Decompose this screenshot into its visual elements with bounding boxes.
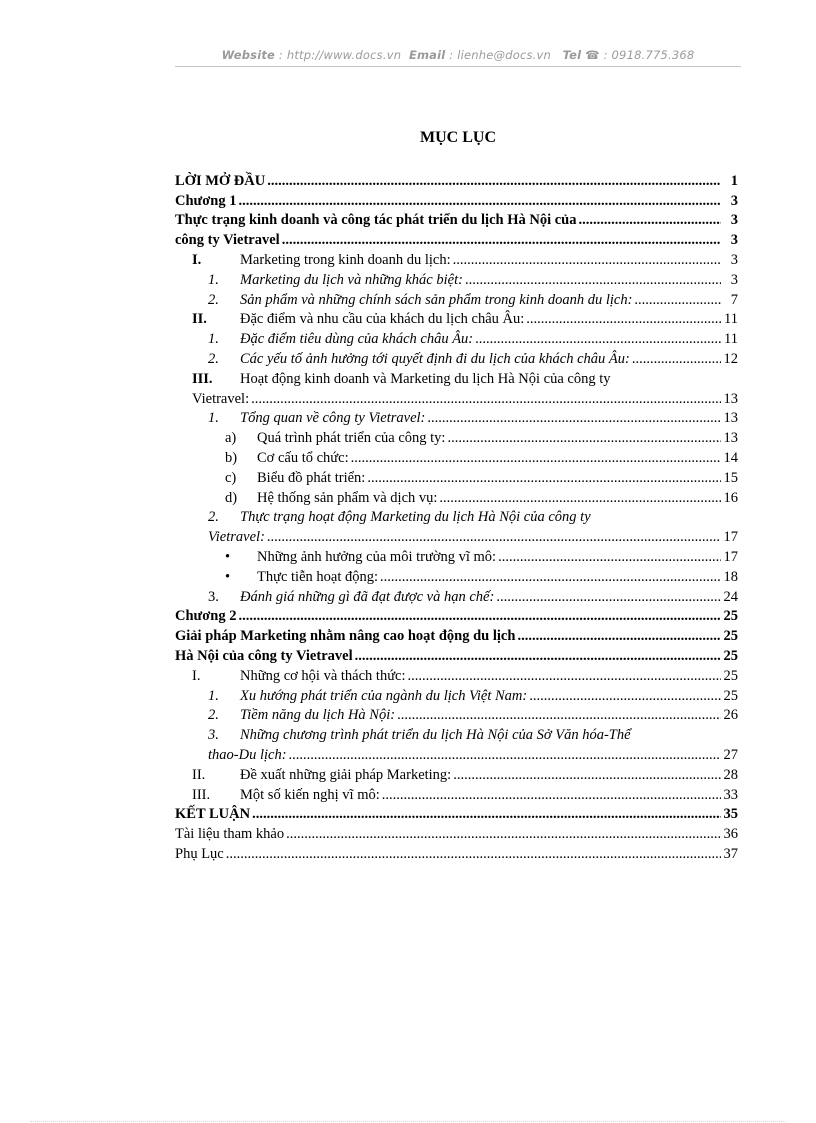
toc-leader-dots [267, 529, 721, 546]
toc-entry-number: III. [192, 786, 211, 803]
toc-entry-number: 2. [208, 509, 219, 526]
toc-page-number[interactable]: 3 [730, 212, 738, 229]
toc-leader-dots [251, 391, 720, 408]
toc-entry-title[interactable]: Thực trạng hoạt động Marketing du lịch Hà Nội của công ty [240, 509, 591, 526]
toc-entry-title[interactable]: Marketing du lịch và những khác biệt: [240, 271, 463, 288]
toc-entry[interactable] [175, 190, 738, 210]
toc-entry-title[interactable]: Những cơ hội và thách thức: [240, 667, 406, 684]
toc-leader-dots [453, 767, 720, 784]
tel-separator: : [599, 48, 612, 62]
toc-entry-title-cont[interactable]: Vietravel: [208, 529, 265, 546]
toc-page-number[interactable]: 13 [723, 410, 738, 427]
toc-page-number[interactable]: 18 [723, 568, 738, 585]
toc-entry-number: II. [192, 311, 207, 328]
toc-leader-dots [634, 292, 721, 309]
email-address[interactable]: lienhe@docs.vn [457, 48, 552, 62]
toc-page-number[interactable]: 3 [730, 271, 738, 288]
toc-entry-line [175, 507, 738, 527]
toc-entry-number: III. [192, 370, 213, 387]
toc-entry-title[interactable]: Biểu đồ phát triển: [257, 469, 366, 486]
toc-page-number[interactable]: 17 [723, 548, 738, 565]
toc-entry[interactable] [175, 625, 738, 645]
toc-leader-dots [282, 232, 721, 249]
toc-leader-dots [286, 826, 720, 843]
toc-entry-title[interactable]: Những ảnh hưởng của môi trường vĩ mô: [257, 548, 497, 565]
toc-entry[interactable] [175, 348, 738, 368]
toc-entry[interactable] [175, 328, 738, 348]
toc-page-number[interactable]: 25 [723, 628, 738, 645]
toc-leader-dots [427, 410, 720, 427]
toc-entry-title[interactable]: Sản phẩm và những chính sách sản phẩm trong kinh doanh du lịch: [240, 291, 633, 308]
toc-entry-line [175, 368, 738, 388]
toc-page-number[interactable]: 28 [723, 766, 738, 783]
toc-leader-dots [351, 450, 721, 467]
toc-entry-title[interactable]: Đặc điểm tiêu dùng của khách châu Âu: [240, 331, 474, 348]
toc-entry-title[interactable]: LỜI MỞ ĐẦU [175, 172, 266, 189]
toc-entry-title[interactable]: Thực trạng kinh doanh và công tác phát triển du lịch Hà Nội của [175, 212, 577, 229]
toc-page-number[interactable]: 11 [724, 331, 738, 348]
toc-leader-dots [252, 806, 720, 823]
toc-entry[interactable] [175, 744, 738, 764]
toc-leader-dots [475, 331, 721, 348]
toc-leader-dots [267, 173, 721, 190]
tel-number: 0918.775.368 [611, 48, 695, 62]
toc-leader-dots [529, 688, 720, 705]
toc-leader-dots [526, 311, 721, 328]
toc-leader-dots [439, 490, 720, 507]
toc-entry-number: 2. [208, 707, 219, 724]
toc-page-number[interactable]: 33 [723, 786, 738, 803]
toc-entry-title[interactable]: Đề xuất những giải pháp Marketing: [240, 766, 452, 783]
toc-leader-dots [397, 707, 720, 724]
toc-entry-number: II. [192, 766, 206, 783]
toc-page-number[interactable]: 3 [730, 251, 738, 268]
website-label: Website [221, 48, 276, 62]
website-url[interactable]: http://www.docs.vn [286, 48, 402, 62]
toc-entry[interactable] [175, 388, 738, 408]
toc-entry-number: d) [225, 489, 238, 506]
toc-entry-title[interactable]: Chương 1 [175, 192, 237, 209]
toc-page-number[interactable]: 7 [730, 291, 738, 308]
toc-page-number[interactable]: 11 [724, 311, 738, 328]
toc-entry[interactable] [175, 784, 738, 804]
table-of-contents [175, 170, 738, 863]
bullet-icon: • [225, 548, 231, 565]
toc-entry-title[interactable]: Tổng quan về công ty Vietravel: [240, 410, 426, 427]
toc-leader-dots [226, 846, 721, 863]
toc-page-number[interactable]: 1 [730, 172, 738, 189]
toc-page-number[interactable]: 3 [730, 232, 738, 249]
toc-entry[interactable] [175, 606, 738, 626]
tel-label: Tel [562, 48, 582, 62]
toc-entry-number: 1. [208, 271, 219, 288]
toc-entry-title-cont[interactable]: thao-Du lịch: [208, 746, 287, 763]
toc-entry-number: b) [225, 449, 238, 466]
toc-page-number[interactable]: 26 [723, 707, 738, 724]
toc-page-number[interactable]: 3 [730, 192, 738, 209]
toc-entry[interactable] [175, 546, 738, 566]
toc-entry-title[interactable]: Những chương trình phát triển du lịch Hà Nội của Sở Văn hóa-Thể [240, 727, 631, 744]
toc-leader-dots [408, 668, 721, 685]
toc-entry-title[interactable]: Các yếu tố ảnh hưởng tới quyết định đi du lịch của khách châu Âu: [240, 350, 630, 367]
toc-entry-number: 1. [208, 410, 219, 427]
footer-divider [30, 1121, 786, 1122]
toc-leader-dots [498, 549, 720, 566]
toc-page-number[interactable]: 25 [723, 647, 738, 664]
toc-entry-title[interactable]: Phụ Lục [175, 845, 224, 862]
toc-page-number[interactable]: 25 [723, 687, 738, 704]
toc-entry-number: 1. [208, 687, 219, 704]
toc-entry-number: 2. [208, 350, 219, 367]
toc-page-number[interactable]: 14 [723, 449, 738, 466]
toc-leader-dots [447, 430, 720, 447]
toc-entry[interactable] [175, 467, 738, 487]
toc-leader-dots [355, 648, 721, 665]
toc-entry-title[interactable]: Tài liệu tham khảo [175, 826, 285, 843]
toc-entry[interactable] [175, 566, 738, 586]
toc-entry[interactable] [175, 586, 738, 606]
toc-leader-dots [496, 589, 720, 606]
toc-page-number[interactable]: 13 [723, 430, 738, 447]
toc-entry-title[interactable]: Tiềm năng du lịch Hà Nội: [240, 707, 396, 724]
toc-entry-title[interactable]: Xu hướng phát triển của ngành du lịch Việt Nam: [240, 687, 528, 704]
toc-entry-number: 2. [208, 291, 219, 308]
toc-entry[interactable] [175, 823, 738, 843]
toc-entry-line [175, 724, 738, 744]
toc-page-number[interactable]: 27 [723, 746, 738, 763]
toc-page-number[interactable]: 36 [723, 826, 738, 843]
email-label: Email [408, 48, 446, 62]
toc-entry-title[interactable]: KẾT LUẬN [175, 806, 251, 823]
toc-entry-number: 3. [208, 727, 219, 744]
toc-entry-title[interactable]: Cơ cấu tổ chức: [257, 449, 349, 466]
toc-entry-number: a) [225, 430, 237, 447]
toc-entry-title[interactable]: Hà Nội của công ty Vietravel [175, 647, 353, 664]
toc-page-number[interactable]: 37 [723, 845, 738, 862]
website-separator: : [275, 48, 287, 62]
toc-leader-dots [632, 351, 721, 368]
toc-entry-number: 1. [208, 331, 219, 348]
toc-entry[interactable] [175, 526, 738, 546]
toc-page-number[interactable]: 15 [723, 469, 738, 486]
toc-page-number[interactable]: 13 [723, 390, 738, 407]
toc-entry[interactable] [175, 764, 738, 784]
toc-entry-title[interactable]: Giải pháp Marketing nhằm nâng cao hoạt động du lịch [175, 628, 516, 645]
toc-entry-number: I. [192, 667, 201, 684]
toc-page-number[interactable]: 16 [723, 489, 738, 506]
toc-entry-title[interactable]: Quá trình phát triển của công ty: [257, 430, 446, 447]
toc-entry[interactable] [175, 447, 738, 467]
toc-entry[interactable] [175, 665, 738, 685]
toc-entry-title[interactable]: công ty Vietravel [175, 232, 280, 249]
toc-page-number[interactable]: 25 [723, 608, 738, 625]
toc-entry[interactable] [175, 427, 738, 447]
page-title: MỤC LỤC [420, 129, 496, 146]
toc-leader-dots [453, 252, 721, 269]
toc-page-number[interactable]: 17 [723, 529, 738, 546]
toc-entry-title[interactable]: Đánh giá những gì đã đạt được và hạn chế: [240, 588, 495, 605]
toc-entry[interactable] [175, 269, 738, 289]
toc-leader-dots [465, 272, 721, 289]
toc-page-number[interactable]: 12 [723, 350, 738, 367]
toc-entry-number: 3. [208, 588, 219, 605]
toc-leader-dots [238, 193, 721, 210]
header-divider [175, 66, 741, 67]
toc-entry[interactable] [175, 408, 738, 428]
toc-leader-dots [382, 787, 721, 804]
toc-entry-number: c) [225, 469, 237, 486]
toc-leader-dots [380, 569, 720, 586]
toc-entry[interactable] [175, 804, 738, 824]
toc-entry[interactable] [175, 309, 738, 329]
toc-leader-dots [517, 628, 720, 645]
toc-entry-title[interactable]: Hoạt động kinh doanh và Marketing du lịch Hà Nội của công ty [240, 370, 611, 387]
toc-entry-number: I. [192, 251, 202, 268]
toc-entry[interactable] [175, 487, 738, 507]
toc-entry[interactable] [175, 170, 738, 190]
bullet-icon: • [225, 568, 231, 585]
toc-page-number[interactable]: 25 [723, 667, 738, 684]
toc-entry[interactable] [175, 843, 738, 863]
toc-entry-title-cont[interactable]: Vietravel: [192, 390, 250, 407]
toc-entry[interactable] [175, 229, 738, 249]
toc-entry-title[interactable]: Thực tiễn hoạt động: [257, 568, 379, 585]
toc-leader-dots [367, 470, 720, 487]
toc-entry[interactable] [175, 685, 738, 705]
toc-entry[interactable] [175, 645, 738, 665]
toc-page-number[interactable]: 35 [723, 806, 738, 823]
toc-entry-title[interactable]: Marketing trong kinh doanh du lịch: [240, 251, 451, 268]
toc-entry[interactable] [175, 289, 738, 309]
toc-entry-title[interactable]: Một số kiến nghị vĩ mô: [240, 786, 380, 803]
toc-entry-title[interactable]: Đặc điểm và nhu cầu của khách du lịch châu Âu: [240, 311, 525, 328]
page-header [175, 48, 741, 62]
toc-leader-dots [238, 608, 720, 625]
toc-entry[interactable] [175, 249, 738, 269]
toc-leader-dots [578, 212, 721, 229]
toc-entry-title[interactable]: Hệ thống sản phẩm và dịch vụ: [257, 489, 438, 506]
toc-page-number[interactable]: 24 [723, 588, 738, 605]
toc-entry-title[interactable]: Chương 2 [175, 608, 237, 625]
toc-leader-dots [289, 747, 721, 764]
phone-icon: ☎ [585, 48, 600, 62]
email-separator: : [445, 48, 458, 62]
toc-entry[interactable] [175, 210, 738, 230]
toc-entry[interactable] [175, 705, 738, 725]
